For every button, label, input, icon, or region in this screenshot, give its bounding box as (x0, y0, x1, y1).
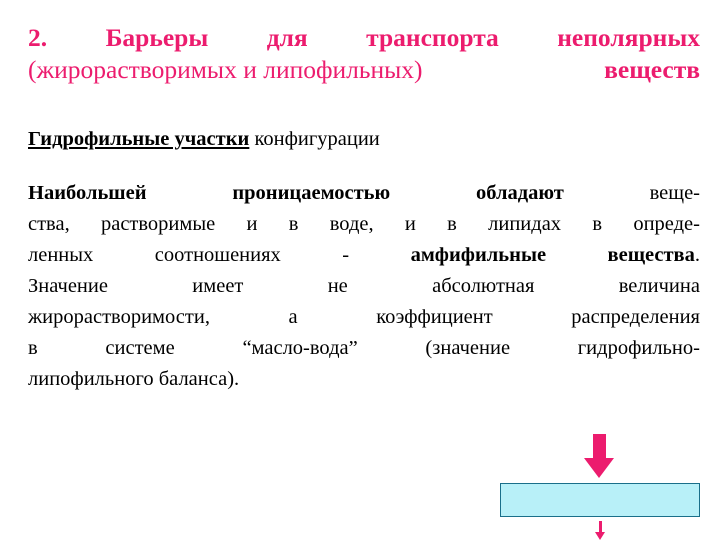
down-arrow-icon (584, 434, 614, 478)
paragraph-line (28, 178, 700, 209)
title-word-3: транспорта (366, 23, 499, 52)
subtitle-underlined: Гидрофильные участки (28, 128, 250, 150)
subtitle-rest: конфигурации (249, 128, 380, 150)
title-line-2 (28, 54, 700, 86)
word: распределения (571, 306, 700, 328)
word: в (592, 213, 603, 235)
word: - (342, 244, 350, 266)
title-line2-normal: (жирорастворимых и липофильных) (28, 55, 423, 84)
subtitle (28, 126, 700, 152)
title-line2-bold: веществ (604, 55, 700, 84)
body-paragraph (28, 178, 700, 395)
word: системе (105, 337, 175, 359)
word: обладают (476, 182, 564, 204)
paragraph-line (28, 209, 700, 240)
paragraph-line: липофильного баланса). (28, 368, 240, 390)
word: Значение (28, 275, 108, 297)
word: жирорастворимости, (28, 306, 210, 328)
word: величина (618, 275, 700, 297)
word: растворимые (100, 213, 216, 235)
word: воде, (329, 213, 374, 235)
paragraph-line (28, 271, 700, 302)
word: ства, (28, 213, 70, 235)
title-word-number: 2. (28, 23, 48, 52)
paragraph-line (28, 302, 700, 333)
word: в (28, 337, 38, 359)
title-line-1 (28, 22, 700, 54)
word: соотношениях (154, 244, 281, 266)
slide-title (28, 22, 700, 86)
word: и (404, 213, 416, 235)
word: а (288, 306, 298, 328)
word: и (246, 213, 258, 235)
title-word-4: неполярных (557, 23, 700, 52)
word: гидрофильно- (577, 337, 700, 359)
word: не (327, 275, 348, 297)
arrow-shaft (593, 434, 606, 460)
title-word-1: Барьеры (105, 23, 209, 52)
word: в (447, 213, 457, 235)
arrow-head (595, 532, 605, 540)
word: ленных (28, 244, 94, 266)
word: опреде- (633, 213, 700, 235)
word: веще- (649, 182, 700, 204)
word: . (694, 244, 700, 266)
arrow-head (584, 458, 614, 478)
word: Наибольшей (28, 182, 147, 204)
down-arrow-small-icon (592, 521, 608, 540)
word: в (288, 213, 299, 235)
word: вещества (607, 244, 695, 266)
callout-box (500, 483, 700, 517)
word: амфифильные (410, 244, 547, 266)
paragraph-line (28, 240, 700, 271)
word: коэффициент (376, 306, 493, 328)
word: “масло-вода” (242, 337, 358, 359)
word: липидах (488, 213, 562, 235)
word: имеет (192, 275, 244, 297)
word: абсолютная (432, 275, 535, 297)
paragraph-line (28, 333, 700, 364)
word: проницаемостью (232, 182, 391, 204)
word: (значение (425, 337, 511, 359)
title-word-2: для (266, 23, 308, 52)
